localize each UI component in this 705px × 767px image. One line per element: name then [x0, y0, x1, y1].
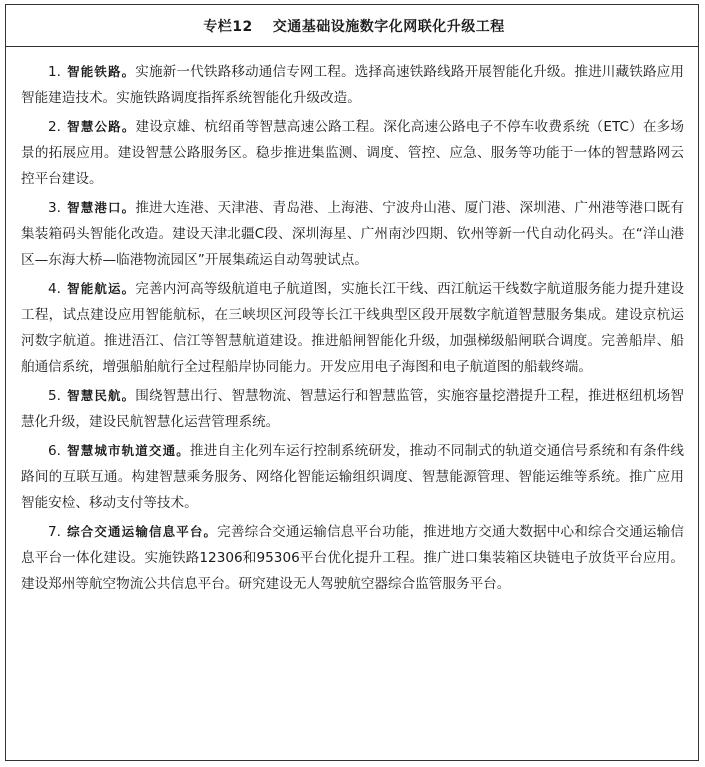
- item-heading: 智能铁路。: [66, 64, 136, 79]
- item-index: 2.: [48, 119, 61, 135]
- item-index: 3.: [48, 200, 61, 216]
- column-title: [6, 5, 698, 47]
- item-heading: 智能航运。: [66, 281, 136, 296]
- item-index: 1.: [48, 64, 61, 80]
- item-body: 建设京雄、杭绍甬等智慧高速公路工程。深化高速公路电子不停车收费系统（ETC）在多场景的拓展应用。建设智慧公路服务区。稳步推进集监测、调度、管控、应急、服务等功能于一体的智慧路网云控平台建设。: [21, 119, 684, 187]
- column-heading: 交通基础设施数字化网联化升级工程: [272, 18, 505, 35]
- item-body: 实施新一代铁路移动通信专网工程。选择高速铁路线路开展智能化升级。推进川藏铁路应用智能建造技术。实施铁路调度指挥系统智能化升级改造。: [21, 64, 684, 106]
- item-index: 5.: [48, 388, 61, 404]
- column-number: 专栏12: [203, 18, 253, 35]
- item-index: 4.: [48, 281, 61, 297]
- item-index: 6.: [48, 443, 61, 459]
- item-smart-highway: [21, 114, 684, 192]
- item-body: 推进自主化列车运行控制系统研发，推动不同制式的轨道交通信号系统和有条件线路间的互联互通。构建智慧乘务服务、网络化智能运输组织调度、智慧能源管理、智能运维等系统。推广应用智能安检、移动支付等技术。: [21, 443, 684, 511]
- item-heading: 智慧公路。: [66, 119, 136, 134]
- item-heading: 综合交通运输信息平台。: [66, 524, 218, 539]
- item-body: 完善综合交通运输信息平台功能，推进地方交通大数据中心和综合交通运输信息平台一体化建设。实施铁路12306和95306平台优化提升工程。推广进口集装箱区块链电子放货平台应用。建设郑州等航空物流公共信息平台。研究建设无人驾驶航空器综合监管服务平台。: [21, 524, 684, 592]
- item-heading: 智慧港口。: [66, 200, 136, 215]
- item-intelligent-shipping: [21, 276, 684, 380]
- item-index: 7.: [48, 524, 61, 540]
- item-body: 推进大连港、天津港、青岛港、上海港、宁波舟山港、厦门港、深圳港、广州港等港口既有集装箱码头智能化改造。建设天津北疆C段、深圳海星、广州南沙四期、钦州等新一代自动化码头。在“洋山港区—东海大桥—临港物流园区”开展集疏运自动驾驶试点。: [21, 200, 684, 268]
- column-content: [6, 47, 698, 608]
- item-heading: 智慧民航。: [66, 388, 136, 403]
- column-box: [5, 4, 699, 761]
- item-smart-port: [21, 195, 684, 273]
- item-intelligent-railway: [21, 59, 684, 111]
- item-smart-urban-rail: [21, 438, 684, 516]
- item-heading: 智慧城市轨道交通。: [66, 443, 190, 458]
- item-body: 完善内河高等级航道电子航道图，实施长江干线、西江航运干线数字航道服务能力提升建设工程，试点建设应用智能航标，在三峡坝区河段等长江干线典型区段开展数字航道智慧服务集成。建设京杭运河数字航道。推进浯江、信江等智慧航道建设。推进船闸智能化升级，加强梯级船闸联合调度。完善船岸、船舶通信系统，增强船舶航行全过程船岸协同能力。开发应用电子海图和电子航道图的船载终端。: [21, 281, 684, 375]
- item-integrated-transport-info-platform: [21, 519, 684, 597]
- item-smart-civil-aviation: [21, 383, 684, 435]
- item-body: 围绕智慧出行、智慧物流、智慧运行和智慧监管，实施容量挖潜提升工程，推进枢纽机场智慧化升级，建设民航智慧化运营管理系统。: [21, 388, 684, 430]
